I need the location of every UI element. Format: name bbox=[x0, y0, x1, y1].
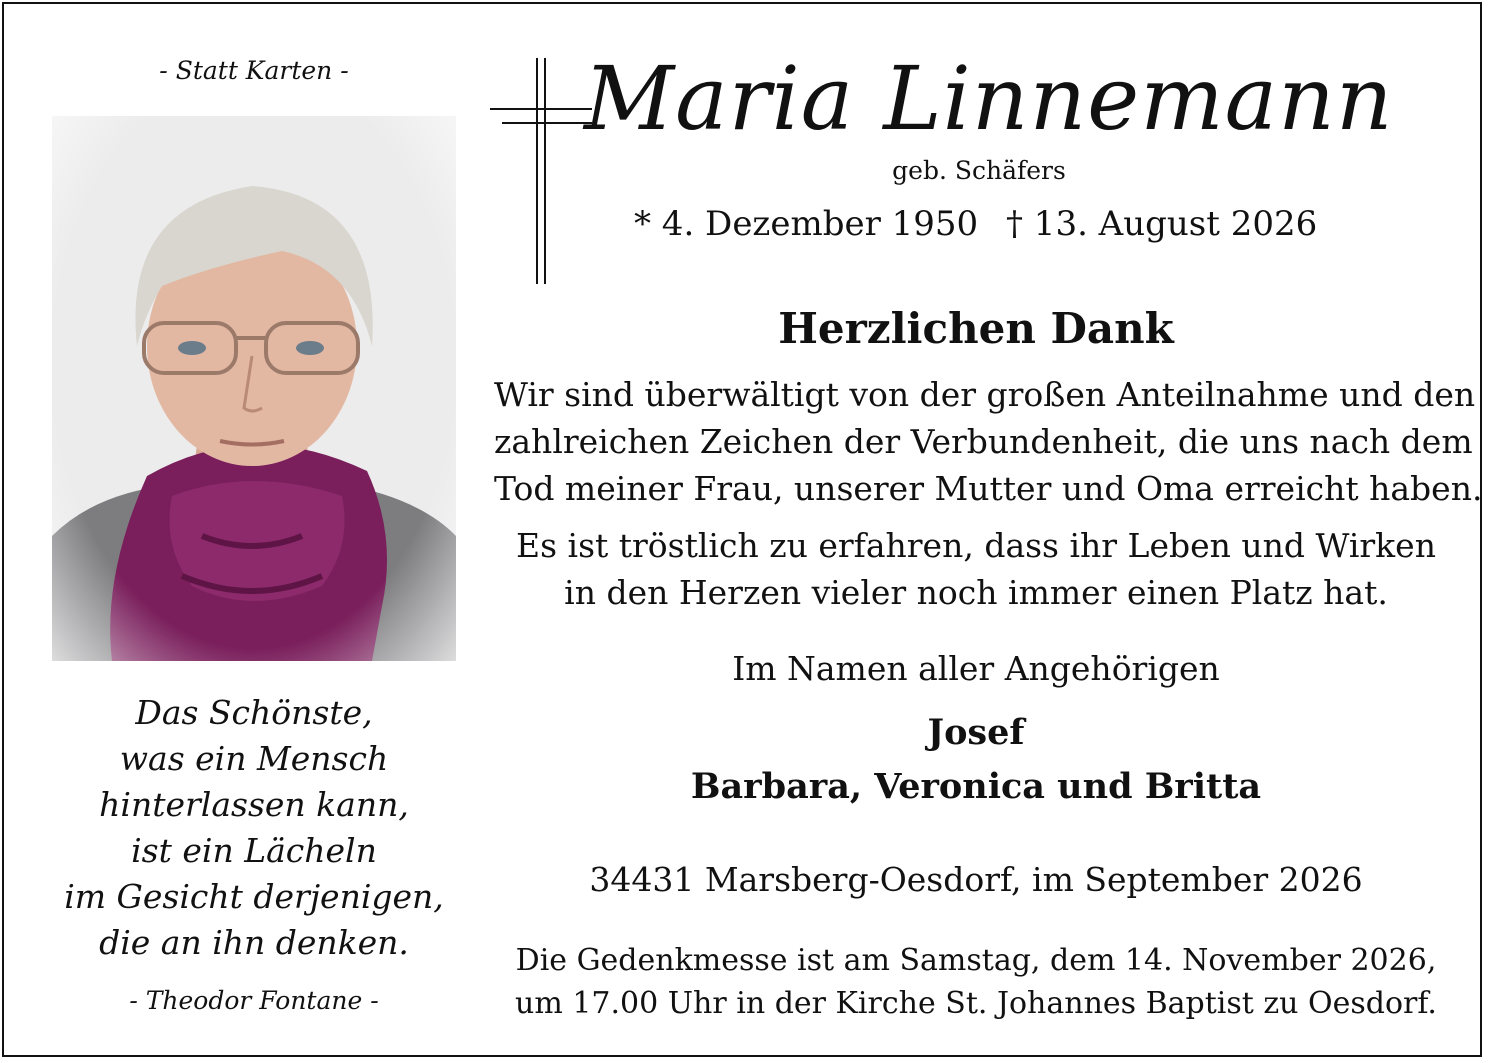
paragraph-line: Wir sind überwältigt von der großen Anteilnahme und den bbox=[494, 375, 1476, 414]
birth-date: * 4. Dezember 1950 bbox=[634, 204, 979, 244]
poem-line: was ein Mensch bbox=[119, 739, 389, 778]
portrait-illustration bbox=[52, 116, 456, 661]
poem-line: im Gesicht derjenigen, bbox=[64, 877, 444, 916]
poem-line: hinterlassen kann, bbox=[99, 785, 409, 824]
comfort-paragraph bbox=[494, 522, 1458, 616]
maiden-name: geb. Schäfers bbox=[892, 156, 1066, 185]
paragraph-line: Es ist tröstlich zu erfahren, dass ihr Leben und Wirken bbox=[516, 526, 1436, 565]
poem-author: - Theodor Fontane - bbox=[129, 986, 379, 1015]
portrait-photo bbox=[52, 116, 456, 661]
poem bbox=[44, 690, 464, 966]
deceased-name: Maria Linnemann bbox=[584, 47, 1394, 150]
place-and-date: 34431 Marsberg-Oesdorf, im September 2026 bbox=[589, 860, 1363, 899]
thanks-paragraph bbox=[494, 371, 1483, 512]
poem-line: die an ihn denken. bbox=[99, 923, 409, 962]
poem-line: Das Schönste, bbox=[135, 693, 373, 732]
poem-line: ist ein Lächeln bbox=[131, 831, 377, 870]
paragraph-line: in den Herzen vieler noch immer einen Platz hat. bbox=[564, 573, 1388, 612]
obituary-card bbox=[2, 2, 1482, 1057]
paragraph-line: zahlreichen Zeichen der Verbundenheit, die uns nach dem bbox=[494, 422, 1473, 461]
family-names bbox=[504, 706, 1448, 814]
mass-line: Die Gedenkmesse ist am Samstag, dem 14. November 2026, bbox=[515, 943, 1437, 978]
death-date: † 13. August 2026 bbox=[1006, 204, 1318, 244]
family-name-line: Josef bbox=[927, 712, 1025, 753]
on-behalf-line: Im Namen aller Angehörigen bbox=[732, 649, 1220, 688]
memorial-mass-notice bbox=[494, 939, 1458, 1025]
paragraph-line: Tod meiner Frau, unserer Mutter und Oma erreicht haben. bbox=[494, 469, 1483, 508]
statt-karten-note: - Statt Karten - bbox=[159, 56, 349, 85]
mass-line: um 17.00 Uhr in der Kirche St. Johannes Baptist zu Oesdorf. bbox=[515, 986, 1437, 1021]
thanks-heading: Herzlichen Dank bbox=[778, 304, 1174, 353]
double-line-cross-icon bbox=[490, 58, 592, 284]
family-name-line: Barbara, Veronica und Britta bbox=[690, 766, 1262, 807]
